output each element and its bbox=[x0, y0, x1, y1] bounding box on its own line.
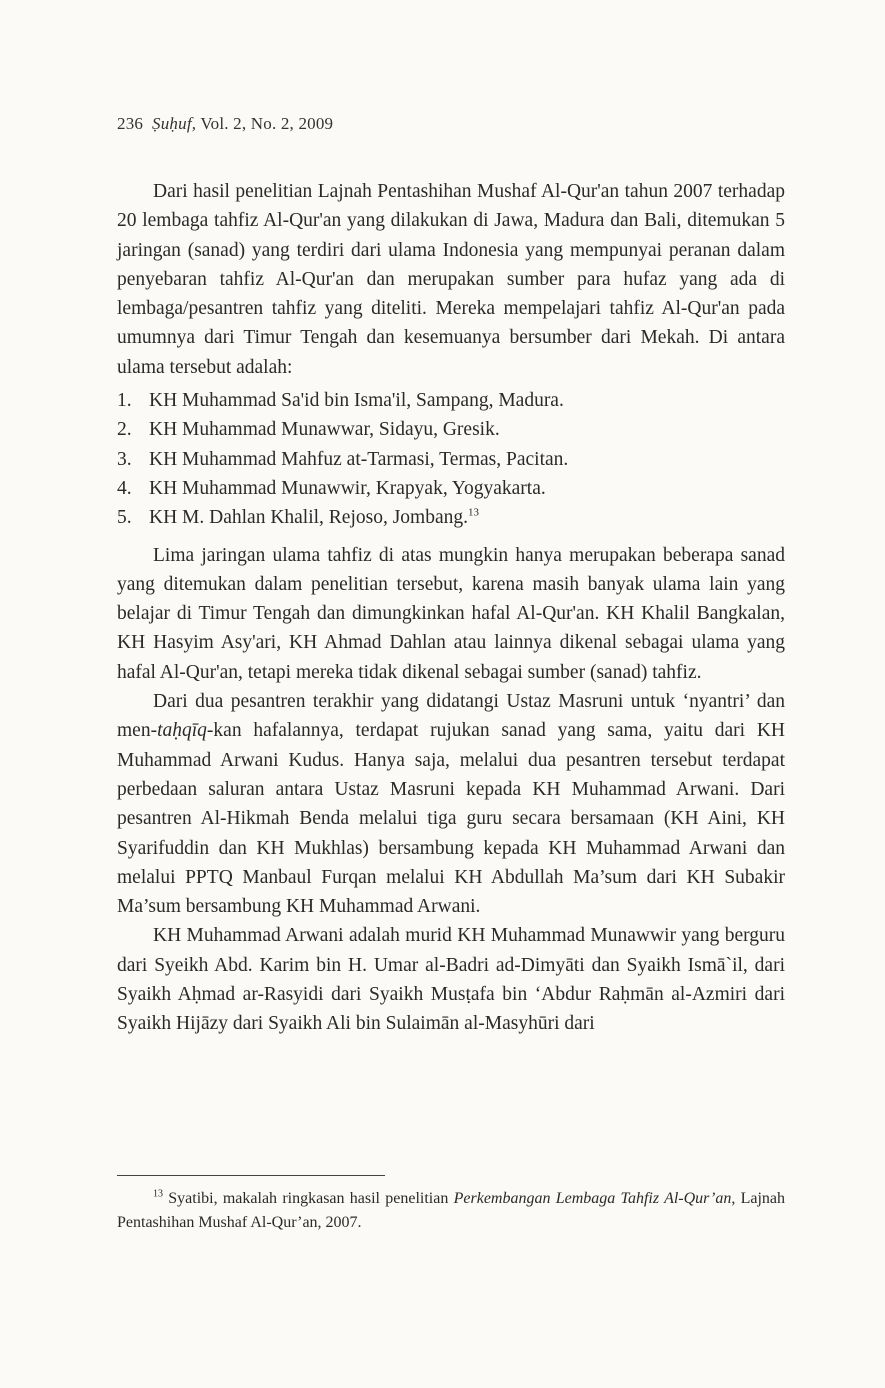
list-item bbox=[117, 474, 785, 503]
list-item-number: 3. bbox=[117, 448, 132, 470]
body-text bbox=[117, 177, 785, 1039]
list-item-text-content: KH M. Dahlan Khalil, Rejoso, Jombang. bbox=[149, 507, 469, 529]
list-item-text: KH Muhammad Sa'id bin Isma'il, Sampang, Madura. bbox=[149, 390, 564, 412]
paragraph-2: Lima jaringan ulama tahfiz di atas mungkin hanya merupakan beberapa sanad yang ditemukan dalam penelitian tersebut, karena masih banyak ulama lain yang belajar di Timur Tengah dan dimungkinkan hafal Al-Qur'an. KH Khalil Bangkalan, KH Hasyim Asy'ari, KH Ahmad Dahlan atau lainnya dikenal sebagai ulama yang hafal Al-Qur'an, tetapi mereka tidak dikenal sebagai sumber (sanad) tahfiz. bbox=[117, 544, 785, 683]
footnote-divider bbox=[117, 1175, 385, 1176]
list-item bbox=[117, 386, 785, 415]
list-item bbox=[117, 445, 785, 474]
journal-volume: Vol. 2, No. 2, 2009 bbox=[200, 114, 334, 133]
paragraph-1: Dari hasil penelitian Lajnah Pentashihan Mushaf Al-Qur'an tahun 2007 terhadap 20 lembaga tahfiz Al-Qur'an yang dilakukan di Jawa, Madura dan Bali, ditemukan 5 jaringan (sanad) yang terdiri dari ulama Indonesia yang mempunyai peranan dalam penyebaran tahfiz Al-Qur'an dan merupakan sumber para hufaz yang ada di lembaga/pesantren tahfiz yang diteliti. Mereka mempelajari tahfiz Al-Qur'an pada umumnya dari Timur Tengah dan kesemuanya bersumber dari Mekah. Di antara ulama tersebut adalah: bbox=[117, 181, 785, 378]
footnote-text-start: Syatibi, makalah ringkasan hasil penelitian bbox=[168, 1190, 454, 1207]
footnote-reference[interactable]: 13 bbox=[468, 506, 480, 519]
list-item-text: KH Muhammad Mahfuz at-Tarmasi, Termas, Pacitan. bbox=[149, 448, 569, 470]
list-item-text bbox=[149, 503, 479, 532]
page-number: 236 bbox=[117, 114, 144, 133]
paragraph-3 bbox=[117, 687, 785, 921]
list-item-text: KH Muhammad Munawwir, Krapyak, Yogyakarta. bbox=[149, 477, 546, 499]
journal-title: Ṣuḥuf, bbox=[152, 114, 197, 133]
list-item bbox=[117, 415, 785, 444]
footnote-italic-title: Perkembangan Lembaga Tahfiz Al-Qur’an bbox=[453, 1190, 732, 1207]
ulama-list bbox=[117, 386, 785, 532]
list-item-number: 5. bbox=[117, 507, 132, 529]
list-item bbox=[117, 503, 785, 532]
list-item-number: 4. bbox=[117, 477, 132, 499]
list-item-text: KH Muhammad Munawwar, Sidayu, Gresik. bbox=[149, 419, 500, 441]
list-item-number: 1. bbox=[117, 390, 132, 412]
paragraph-3-italic-term: taḥqīq bbox=[157, 720, 207, 742]
paragraph-4: KH Muhammad Arwani adalah murid KH Muhammad Munawwir yang berguru dari Syeikh Abd. Karim bin H. Umar al-Badri ad-Dimyāti dan Syaikh Ismā`il, dari Syaikh Aḥmad ar-Rasyidi dari Syaikh Musṭafa bin ‘Abdur Raḥmān al-Azmiri dari Syaikh Hijāzy dari Syaikh Ali bin Sulaimān al-Masyhūri dari bbox=[117, 925, 785, 1035]
list-item-number: 2. bbox=[117, 419, 132, 441]
footnote-text-end: , Lajnah Pentashihan Mushaf Al-Qur’an, 2007. bbox=[117, 1190, 786, 1231]
paragraph-3-start: Dari dua pesantren terakhir yang didatangi Ustaz Masruni untuk ‘nyantri’ dan men- bbox=[117, 691, 785, 742]
paragraph-3-end: -kan hafalannya, terdapat rujukan sanad yang sama, yaitu dari KH Muhammad Arwani Kudus. Hanya saja, melalui dua pesantren tersebut terdapat perbedaan saluran antara Ustaz Masruni kepada KH Muhammad Arwani. Dari pesantren Al-Hikmah Benda melalui tiga guru secara bersamaan (KH Aini, KH Syarifuddin dan KH Mukhlas) bersambung kepada KH Muhammad Arwani dan melalui PPTQ Manbaul Furqan melalui KH Abdullah Ma’sum dari KH Subakir Ma’sum bersambung KH Muhammad Arwani. bbox=[117, 720, 785, 918]
running-head bbox=[117, 114, 333, 134]
footnote-number: 13 bbox=[153, 1188, 163, 1200]
footnote bbox=[117, 1187, 785, 1235]
